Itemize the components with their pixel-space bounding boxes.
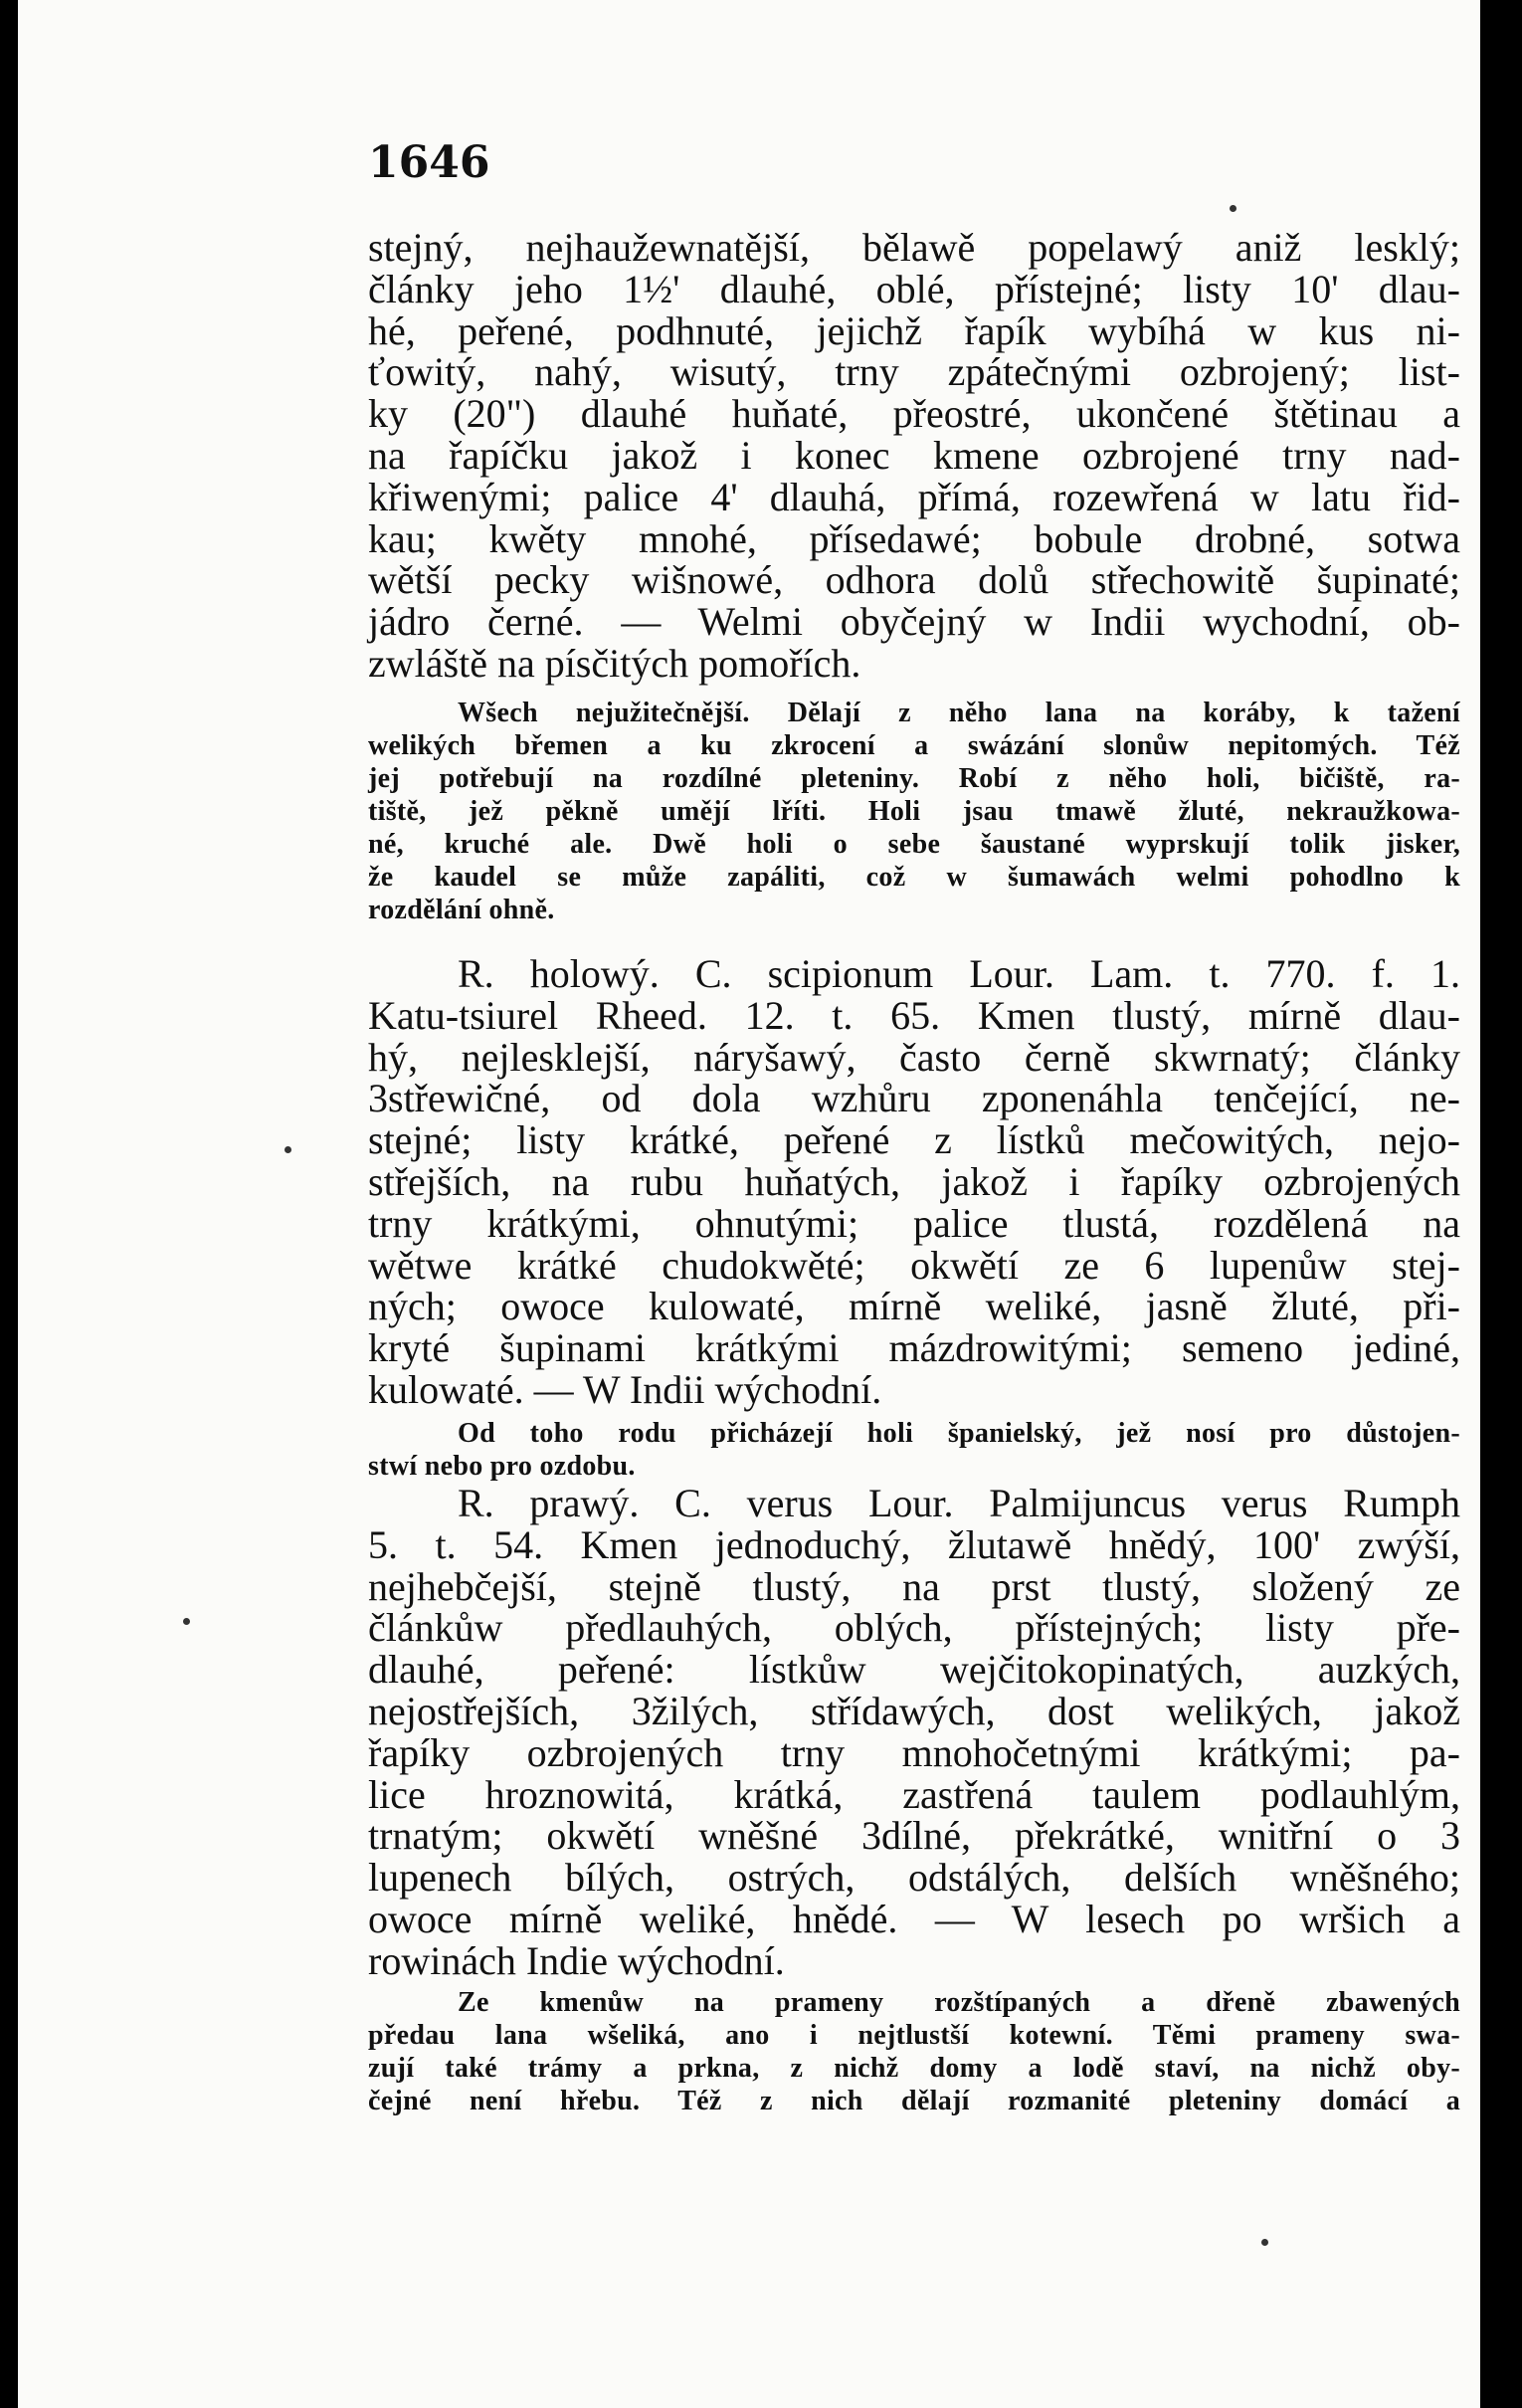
- note-line: tiště, jež pěkně umějí lříti. Holi jsau tmawě žluté, nekraužkowa-: [368, 796, 1460, 827]
- paragraph-2: [368, 953, 1460, 1411]
- text-line: kau; kwěty mnohé, přísedawé; bobule drobné, sotwa: [368, 515, 1460, 561]
- text-line: trny krátkými, ohnutými; palice tlustá, rozdělená na: [368, 1200, 1460, 1246]
- text-line: lice hroznowitá, krátká, zastřená taulem podlauhlým,: [368, 1771, 1460, 1817]
- text-line: R. prawý. C. verus Lour. Palmijuncus verus Rumph: [458, 1481, 1460, 1525]
- paragraph-1: [368, 227, 1460, 685]
- text-line: wětší pecky wišnowé, odhora dolů střechowitě šupinaté;: [368, 557, 1460, 603]
- text-line: křiwenými; palice 4' dlauhá, přímá, rozewřená w latu řid-: [368, 474, 1460, 519]
- book-page: [18, 0, 1480, 2408]
- note-line: Wšech nejužitečnější. Dělají z něho lana na koráby, k tažení: [458, 698, 1460, 728]
- note-line: že kaudel se může zapáliti, což w šumawách welmi pohodlno k: [368, 862, 1460, 893]
- text-line: lupenech bílých, ostrých, odstálých, delších wněšného;: [368, 1855, 1460, 1901]
- note-line: stwí nebo pro ozdobu.: [368, 1451, 636, 1482]
- text-line: nejhebčejší, stejně tlustý, na prst tlustý, složený ze: [368, 1563, 1460, 1609]
- text-line: owoce mírně weliké, hnědé. — W lesech po wršich a: [368, 1896, 1460, 1941]
- ink-speck: [1261, 2239, 1268, 2246]
- text-line: hý, nejlesklejší, náryšawý, často černě skwrnatý; články: [368, 1034, 1460, 1080]
- ink-speck: [183, 1618, 190, 1625]
- page-number: 1646: [368, 137, 490, 188]
- text-line: 5. t. 54. Kmen jednoduchý, žlutawě hnědý, 100' zwýší,: [368, 1521, 1460, 1567]
- text-line: hé, peřené, podhnuté, jejichž řapík wybíhá w kus ni-: [368, 307, 1460, 353]
- text-line: kulowaté. — W Indii wýchodní.: [368, 1366, 882, 1412]
- text-line: článkůw předlauhých, oblých, přístejných; listy pře-: [368, 1605, 1460, 1651]
- text-line: Katu-tsiurel Rheed. 12. t. 65. Kmen tlustý, mírně dlau-: [368, 992, 1460, 1038]
- note-3: [368, 1986, 1460, 2117]
- text-line: rowinách Indie wýchodní.: [368, 1937, 785, 1983]
- note-line: Ze kmenůw na prameny rozštípaných a dřeně zbawených: [458, 1987, 1460, 2018]
- text-line: 3střewičné, od dola wzhůru zponenáhla tenčející, ne-: [368, 1076, 1460, 1121]
- note-line: né, kruché ale. Dwě holi o sebe šaustané wyprskují tolik jisker,: [368, 829, 1460, 860]
- text-line: na řapíčku jakož i konec kmene ozbrojené trny nad-: [368, 432, 1460, 478]
- note-line: předau lana wšeliká, ano i nejtlustší kotewní. Těmi prameny swa-: [368, 2020, 1460, 2051]
- text-line: ných; owoce kulowaté, mírně weliké, jasně žluté, při-: [368, 1284, 1460, 1329]
- text-line: střejších, na rubu huňatých, jakož i řapíky ozbrojených: [368, 1158, 1460, 1204]
- text-line: zwláště na písčitých pomořích.: [368, 640, 861, 686]
- note-line: čejné není hřebu. Též z nich dělají rozmanité pleteniny domácí a: [368, 2086, 1460, 2116]
- note-line: welikých břemen a ku zkrocení a swázání slonůw nepitomých. Též: [368, 730, 1460, 761]
- text-line: trnatým; okwětí wněšné 3dílné, překrátké, wnitřní o 3: [368, 1813, 1460, 1859]
- text-line: R. holowý. C. scipionum Lour. Lam. t. 770. f. 1.: [458, 951, 1460, 996]
- text-line: ťowitý, nahý, wisutý, trny zpátečnými ozbrojený; list-: [368, 349, 1460, 395]
- text-line: nejostřejších, 3žilých, střídawých, dost welikých, jakož: [368, 1688, 1460, 1733]
- paragraph-3: [368, 1483, 1460, 1982]
- note-line: Od toho rodu přicházejí holi španielský, jež nosí pro důstojen-: [458, 1418, 1460, 1449]
- text-line: dlauhé, peřené: lístkůw wejčitokopinatých, auzkých,: [368, 1647, 1460, 1693]
- text-line: řapíky ozbrojených trny mnohočetnými krátkými; pa-: [368, 1729, 1460, 1775]
- note-1: [368, 697, 1460, 926]
- text-line: ky (20") dlauhé huňaté, přeostré, ukončené štětinau a: [368, 391, 1460, 437]
- text-line: kryté šupinami krátkými mázdrowitými; semeno jediné,: [368, 1325, 1460, 1371]
- note-line: rozdělání ohně.: [368, 895, 555, 925]
- text-line: stejné; listy krátké, peřené z lístků mečowitých, nejo-: [368, 1117, 1460, 1163]
- note-2: [368, 1417, 1460, 1483]
- ink-speck: [285, 1146, 291, 1153]
- text-line: články jeho 1½' dlauhé, oblé, přístejné; listy 10' dlau-: [368, 266, 1460, 311]
- note-line: jej potřebují na rozdílné pleteniny. Robí z něho holi, bičiště, ra-: [368, 763, 1460, 794]
- text-line: jádro černé. — Welmi obyčejný w Indii wychodní, ob-: [368, 599, 1460, 645]
- ink-speck: [1230, 205, 1237, 212]
- text-line: stejný, nejhaužewnatější, bělawě popelawý aniž lesklý;: [368, 225, 1460, 270]
- note-line: zují také trámy a prkna, z nichž domy a lodě staví, na nichž oby-: [368, 2053, 1460, 2084]
- text-line: wětwe krátké chudokwěté; okwětí ze 6 lupenůw stej-: [368, 1242, 1460, 1288]
